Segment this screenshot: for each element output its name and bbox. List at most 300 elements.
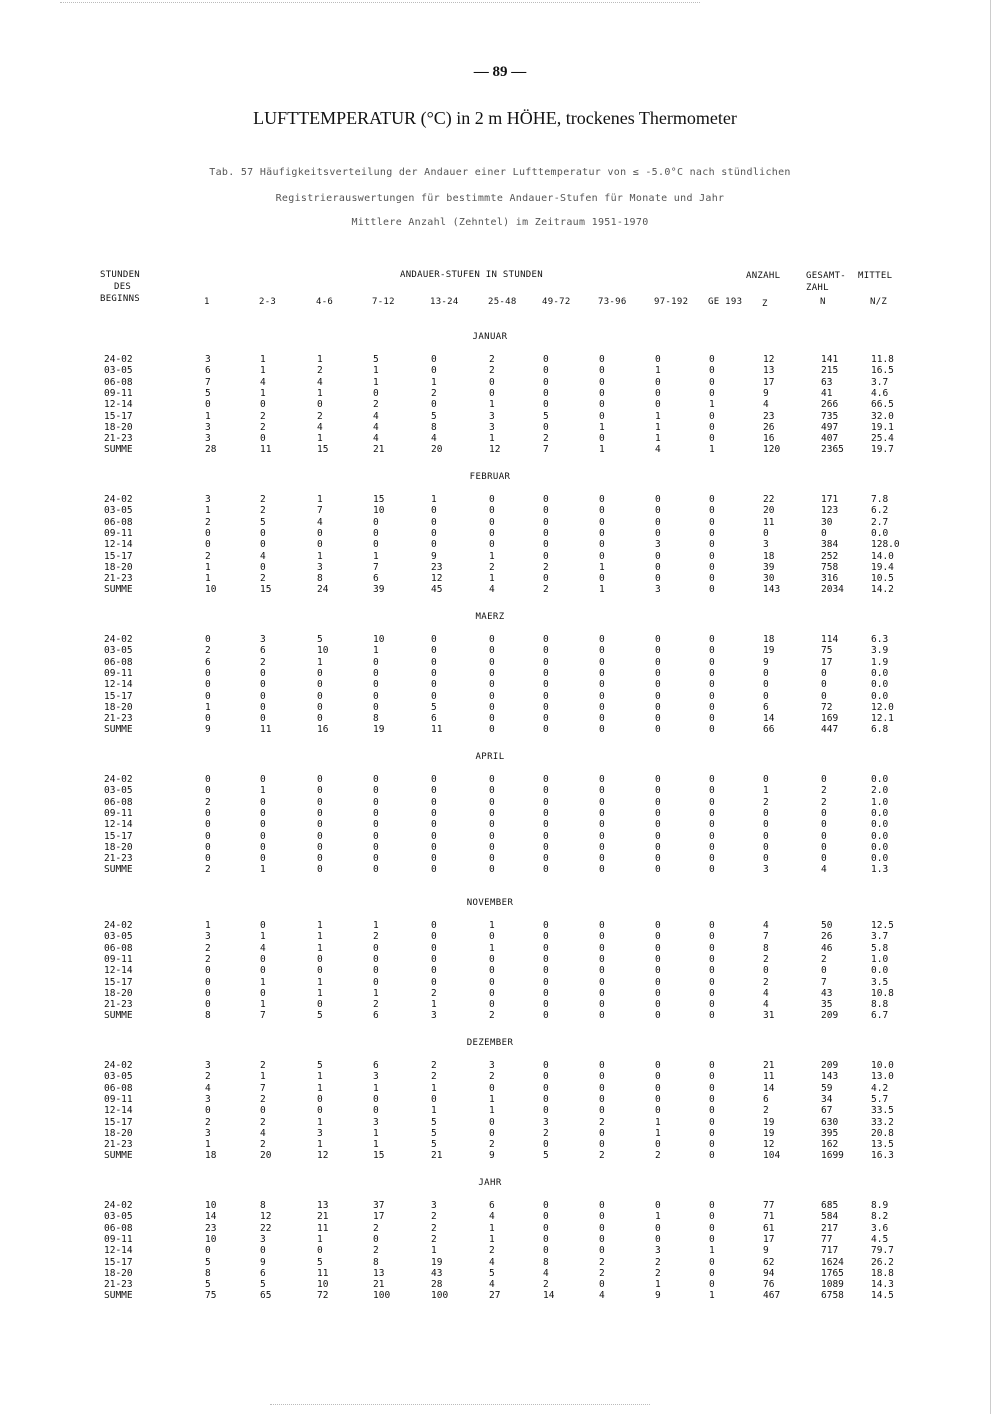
table-cell: 11 [763,1071,775,1083]
table-cell: 1 [317,1139,323,1151]
table-cell: 0 [543,505,549,517]
table-cell: 2 [821,953,827,965]
table-cell: 0 [599,656,605,668]
table-cell: 4 [373,410,379,422]
table-cell: 0 [543,976,549,988]
table-cell: 0 [543,1222,549,1234]
table-cell: 0 [599,976,605,988]
table-cell: 20 [431,444,443,456]
table-cell: 0 [709,701,715,713]
table-cell: 3.6 [871,1222,889,1234]
table-cell: 12 [260,1211,272,1223]
table-cell: 0 [543,365,549,377]
table-cell: 0 [599,1139,605,1151]
table-cell: 0 [821,819,827,831]
table-cell: 7 [205,376,211,388]
table-cell: 0 [655,573,661,585]
table-cell: 0 [205,539,211,551]
table-cell: 4.6 [871,387,889,399]
row-label: 24-02 [104,774,133,785]
table-cell: 0 [373,656,379,668]
table-cell: 0 [543,679,549,691]
table-cell: 1 [489,1105,495,1117]
table-cell: 9 [260,1256,266,1268]
row-label: 21-23 [104,573,133,585]
table-cell: 15 [260,584,272,596]
table-cell: 0 [543,724,549,736]
section-title: FEBRUAR [469,472,511,482]
table-cell: 1 [489,1233,495,1245]
table-cell: 18.8 [871,1267,894,1279]
table-cell: 0 [489,645,495,657]
table-cell: 77 [763,1200,775,1211]
table-cell: 0 [373,841,379,853]
row-label: 21-23 [104,713,133,725]
table-cell: 0 [543,1139,549,1151]
table-cell: 2 [431,1071,437,1083]
table-cell: 22 [260,1222,272,1234]
table-cell: 0 [599,516,605,528]
table-cell: 94 [763,1267,775,1279]
table-cell: 3 [655,584,661,596]
column-header: 7-12 [372,297,395,307]
table-cell: 0 [599,399,605,411]
table-cell: 0 [260,713,266,725]
table-cell: 0 [489,1127,495,1139]
table-cell: 0 [709,1211,715,1223]
table-cell: 0 [709,1150,715,1162]
table-cell: 1 [205,505,211,517]
table-cell: 0 [317,999,323,1011]
table-cell: 5 [317,634,323,645]
table-cell: 12.0 [871,701,894,713]
row-label: 09-11 [104,807,133,819]
table-cell: 0 [373,953,379,965]
table-cell: 6.8 [871,724,889,736]
table-cell: 2.0 [871,785,889,797]
table-cell: 2 [763,796,769,808]
table-cell: 717 [821,1245,839,1257]
table-cell: 0 [317,965,323,977]
table-cell: 0 [599,1211,605,1223]
table-cell: 9 [655,1290,661,1302]
table-cell: 0 [373,853,379,865]
table-cell: 13.0 [871,1071,894,1083]
table-cell: 0 [489,516,495,528]
table-cell: 33.2 [871,1116,894,1128]
table-cell: 2 [599,1150,605,1162]
row-label: 06-08 [104,942,133,954]
table-cell: 0 [317,1105,323,1117]
table-cell: 0 [821,841,827,853]
table-cell: 1 [489,942,495,954]
table-cell: 2 [373,399,379,411]
table-cell: 0 [373,539,379,551]
table-cell: 0 [205,976,211,988]
table-cell: 72 [317,1290,329,1302]
row-label: 15-17 [104,976,133,988]
table-cell: 3 [489,421,495,433]
table-cell: 0 [821,527,827,539]
table-cell: 0 [655,830,661,842]
table-cell: 0 [599,819,605,831]
table-cell: 1 [655,1211,661,1223]
table-cell: 6 [373,1010,379,1022]
table-cell: 0 [543,516,549,528]
table-cell: 27 [489,1290,501,1302]
table-cell: 0 [543,953,549,965]
column-header: GE 193 [708,297,743,307]
table-cell: 24 [317,584,329,596]
table-cell: 1 [317,987,323,999]
table-cell: 0 [317,830,323,842]
table-cell: 11 [260,444,272,456]
table-cell: 0 [489,667,495,679]
table-cell: 22 [763,494,775,505]
table-cell: 0 [655,931,661,943]
table-cell: 5 [431,1127,437,1139]
table-cell: 0 [655,796,661,808]
table-cell: 11 [317,1222,329,1234]
table-cell: 0 [317,774,323,785]
table-cell: 0 [543,376,549,388]
table-cell: 4 [260,376,266,388]
table-cell: 0 [543,853,549,865]
table-cell: 2 [543,1127,549,1139]
table-cell: 2 [373,1222,379,1234]
table-cell: 1 [373,1082,379,1094]
table-cell: 30 [821,516,833,528]
table-cell: 0 [489,999,495,1011]
table-cell: 1 [260,387,266,399]
row-label: 12-14 [104,965,133,977]
table-cell: 0 [599,1233,605,1245]
row-label: 24-02 [104,634,133,645]
table-cell: 0 [431,690,437,702]
table-cell: 0 [709,942,715,954]
table-cell: 14 [543,1290,555,1302]
table-cell: 4.2 [871,1082,889,1094]
table-cell: 0 [709,1105,715,1117]
table-cell: 2 [763,976,769,988]
table-cell: 0 [655,494,661,505]
table-cell: 0 [373,387,379,399]
table-cell: 5 [205,1279,211,1291]
table-cell: 2 [260,421,266,433]
table-cell: 11 [260,724,272,736]
table-cell: 316 [821,573,839,585]
row-label: 12-14 [104,399,133,411]
table-cell: 0 [543,573,549,585]
table-cell: 14.5 [871,1290,894,1302]
table-cell: 0 [543,774,549,785]
table-cell: 1 [655,1116,661,1128]
table-cell: 1 [373,550,379,562]
column-header: 4-6 [316,297,334,307]
table-cell: 0 [431,976,437,988]
table-cell: 0 [599,841,605,853]
table-cell: 0 [543,785,549,797]
table-cell: 1 [317,656,323,668]
table-cell: 1 [260,354,266,365]
table-cell: 0 [599,539,605,551]
table-cell: 2034 [821,584,844,596]
table-cell: 1765 [821,1267,844,1279]
row-label: 09-11 [104,387,133,399]
table-cell: 0 [655,965,661,977]
table-cell: 1.0 [871,953,889,965]
table-cell: 0 [709,864,715,876]
table-cell: 17 [821,656,833,668]
table-cell: 1.3 [871,864,889,876]
table-cell: 10 [317,645,329,657]
table-cell: 8 [317,573,323,585]
table-cell: 18 [763,550,775,562]
table-cell: 0 [599,999,605,1011]
table-cell: 0 [205,819,211,831]
table-cell: 0 [543,713,549,725]
table-cell: 0 [489,976,495,988]
table-cell: 0 [599,494,605,505]
table-cell: 0 [489,830,495,842]
table-cell: 0 [599,410,605,422]
table-cell: 3 [205,354,211,365]
row-label: 15-17 [104,410,133,422]
table-cell: 0 [599,942,605,954]
table-cell: 1 [260,785,266,797]
table-cell: 0 [709,410,715,422]
row-label: 18-20 [104,987,133,999]
page-number: — 89 — [473,64,527,80]
table-cell: 0 [373,864,379,876]
row-label: 12-14 [104,1105,133,1117]
table-cell: 0 [317,841,323,853]
table-cell: 12 [431,573,443,585]
table-cell: 19 [763,645,775,657]
table-cell: 0 [431,864,437,876]
table-cell: 2 [655,1267,661,1279]
table-cell: 5 [373,354,379,365]
table-cell: 1 [599,561,605,573]
table-cell: 0 [543,1211,549,1223]
table-cell: 39 [373,584,385,596]
table-cell: 2 [599,1116,605,1128]
table-cell: 39 [763,561,775,573]
table-cell: 0 [489,953,495,965]
table-cell: 0 [489,931,495,943]
table-cell: 77 [821,1233,833,1245]
table-cell: 0 [709,433,715,445]
table-cell: 0 [317,667,323,679]
table-cell: 1 [431,999,437,1011]
table-cell: 13 [317,1200,329,1211]
row-label: 15-17 [104,830,133,842]
row-label: 18-20 [104,1127,133,1139]
table-cell: 0 [655,634,661,645]
row-label: SUMME [104,1010,133,1022]
table-cell: 1 [373,920,379,931]
table-cell: 17 [373,1211,385,1223]
table-cell: 0 [709,527,715,539]
table-cell: 0 [373,796,379,808]
table-cell: 0 [373,965,379,977]
table-cell: 0 [709,713,715,725]
row-label: 18-20 [104,841,133,853]
table-cell: 0 [317,864,323,876]
table-cell: 0 [599,645,605,657]
table-cell: 0 [317,796,323,808]
table-cell: 46 [821,942,833,954]
table-cell: 0 [260,830,266,842]
table-cell: 5 [260,1279,266,1291]
table-cell: 3 [205,421,211,433]
table-cell: 0 [655,1071,661,1083]
table-cell: 0 [543,931,549,943]
table-cell: 33.5 [871,1105,894,1117]
table-cell: 5 [205,1256,211,1268]
table-cell: 0 [489,987,495,999]
table-cell: 20 [763,505,775,517]
table-cell: 4 [260,550,266,562]
table-cell: 5 [431,701,437,713]
table-cell: 447 [821,724,839,736]
table-cell: 45 [431,584,443,596]
table-cell: 76 [763,1279,775,1291]
table-cell: 0 [821,853,827,865]
table-cell: 1 [431,1245,437,1257]
table-cell: 0 [709,550,715,562]
table-cell: 3 [489,410,495,422]
table-cell: 0 [709,1127,715,1139]
table-cell: 0 [655,505,661,517]
table-cell: 1 [317,387,323,399]
table-cell: 72 [821,701,833,713]
table-cell: 1 [489,573,495,585]
table-cell: 8 [205,1267,211,1279]
table-cell: 0 [260,1105,266,1117]
table-cell: 6 [205,656,211,668]
table-cell: 0 [543,1200,549,1211]
table-cell: 141 [821,354,839,365]
table-cell: 7 [373,561,379,573]
table-cell: 2 [821,785,827,797]
table-cell: 1 [655,1127,661,1139]
table-cell: 10 [373,505,385,517]
table-cell: 26.2 [871,1256,894,1268]
table-cell: 13 [763,365,775,377]
table-cell: 0 [709,841,715,853]
table-cell: 16.5 [871,365,894,377]
table-cell: 0 [431,667,437,679]
table-cell: 100 [373,1290,391,1302]
table-cell: 4 [489,1211,495,1223]
table-cell: 0 [709,785,715,797]
table-cell: 2.7 [871,516,889,528]
table-cell: 1 [373,376,379,388]
table-cell: 0 [599,690,605,702]
table-cell: 0 [431,1093,437,1105]
table-cell: 0 [599,550,605,562]
table-cell: 12 [489,444,501,456]
header-des: DES [114,282,132,292]
table-cell: 0 [543,527,549,539]
table-cell: 0 [543,987,549,999]
table-cell: 4.5 [871,1233,889,1245]
table-cell: 1 [317,494,323,505]
row-label: 12-14 [104,1245,133,1257]
table-cell: 9 [763,656,769,668]
table-cell: 0 [205,807,211,819]
table-cell: 2 [205,516,211,528]
table-cell: 15 [317,444,329,456]
table-cell: 3 [317,561,323,573]
table-cell: 12.5 [871,920,894,931]
table-cell: 75 [821,645,833,657]
table-cell: 0 [373,942,379,954]
table-cell: 10 [317,1279,329,1291]
table-cell: 0 [205,841,211,853]
column-header: 2-3 [259,297,277,307]
table-cell: 3 [763,864,769,876]
row-label: 03-05 [104,645,133,657]
table-cell: 0 [821,774,827,785]
table-cell: 0 [260,796,266,808]
table-cell: 0 [260,953,266,965]
row-label: 12-14 [104,539,133,551]
table-cell: 0 [543,920,549,931]
row-label: 21-23 [104,999,133,1011]
table-cell: 0 [655,667,661,679]
table-cell: 0 [205,853,211,865]
table-cell: 4 [763,399,769,411]
table-cell: 0 [709,1139,715,1151]
table-cell: 0 [709,1060,715,1071]
table-cell: 2 [260,1139,266,1151]
table-cell: 2 [431,1222,437,1234]
table-cell: 59 [821,1082,833,1094]
table-cell: 2 [821,796,827,808]
table-cell: 0 [431,853,437,865]
table-cell: 9 [431,550,437,562]
table-cell: 1 [431,494,437,505]
table-cell: 2 [205,1116,211,1128]
table-cell: 6.3 [871,634,889,645]
table-cell: 0 [543,1060,549,1071]
table-cell: 0 [655,1010,661,1022]
table-cell: 0 [709,920,715,931]
table-cell: 0 [260,667,266,679]
table-cell: 26 [763,421,775,433]
table-cell: 1 [599,421,605,433]
table-cell: 0 [599,634,605,645]
table-cell: 0 [599,1093,605,1105]
row-label: 06-08 [104,516,133,528]
table-cell: 2 [763,1105,769,1117]
table-cell: 6 [373,573,379,585]
table-cell: 0 [489,1082,495,1094]
table-cell: 0 [431,796,437,808]
table-cell: 0 [599,1279,605,1291]
table-cell: 12 [763,354,775,365]
table-cell: 0 [317,953,323,965]
table-cell: 10 [205,584,217,596]
table-cell: 1 [260,931,266,943]
table-cell: 31 [763,1010,775,1022]
row-label: 24-02 [104,354,133,365]
table-cell: 2 [543,433,549,445]
table-cell: 1 [709,399,715,411]
table-cell: 0 [709,999,715,1011]
